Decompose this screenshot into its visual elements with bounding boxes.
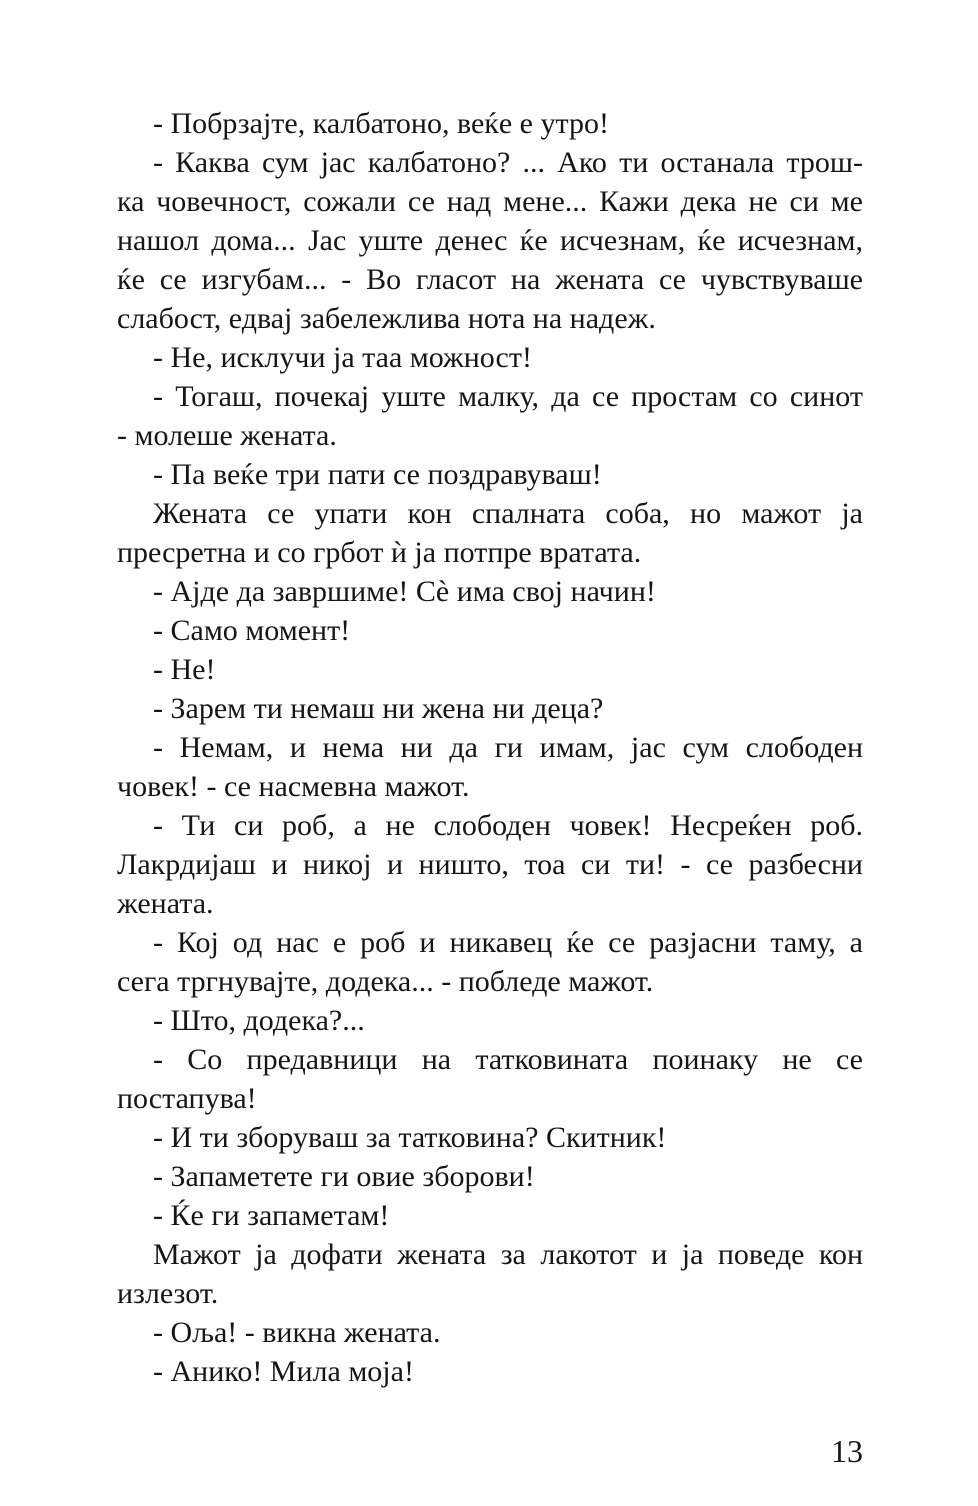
text-line: ка човечност, сожали се над мене... Кажи дека не си ме [117,185,863,218]
text-line: - Тогаш, почекај уште малку, да се простам со синот [153,380,863,413]
text-line: - Што, додека?... [153,1004,365,1037]
paragraph [117,104,863,143]
text-line: - молеше жената. [117,419,337,452]
text-line: - Оља! - викна жената. [153,1316,441,1349]
text-line: пресретна и со грбот ѝ ја потпре вратата. [117,536,642,569]
text-line: жената. [117,887,214,920]
paragraph [117,689,863,728]
text-line: - Зарем ти немаш ни жена ни деца? [153,692,604,725]
text-line: - Само момент! [153,614,351,647]
paragraph [117,611,863,650]
text-line: - Побрзајте, калбатоно, веќе е утро! [153,107,609,140]
paragraph [117,143,863,338]
paragraph [117,1001,863,1040]
text-line: Мажот ја дофати жената за лакотот и ја поведе кон [153,1238,863,1271]
text-line: - Ќе ги запаметам! [153,1199,390,1232]
paragraph [117,1235,863,1313]
paragraph [117,455,863,494]
text-line: - Па веќе три пати се поздравуваш! [153,458,602,491]
text-line: - Каква сум јас калбатоно? ... Ако ти останала трош- [153,146,863,179]
paragraph [117,728,863,806]
text-line: - Кој од нас е роб и никавец ќе се разјасни таму, а [153,926,863,959]
text-line: - И ти зборуваш за татковина? Скитник! [153,1121,667,1154]
paragraph [117,1157,863,1196]
paragraph [117,494,863,572]
text-line: - Ајде да завршиме! Сè има свој начин! [153,575,656,608]
paragraph [117,1040,863,1118]
text-line: Жената се упати кон спалната соба, но мажот ја [153,497,863,530]
text-line: сега тргнувајте, додека... - побледе мажот. [117,965,654,998]
paragraph [117,650,863,689]
paragraph [117,377,863,455]
text-line: нашол дома... Јас уште денес ќе исчезнам, ќе исчезнам, [117,224,863,257]
paragraph [117,1352,863,1391]
text-line: - Немам, и нема ни да ги имам, јас сум слободен [153,731,863,764]
text-line: - Со предавници на татковината поинаку не се [153,1043,863,1076]
text-line: излезот. [117,1277,219,1310]
paragraph [117,923,863,1001]
paragraph [117,1313,863,1352]
text-line: постапува! [117,1082,257,1115]
paragraph [117,338,863,377]
paragraph [117,1118,863,1157]
text-line: - Не! [153,653,216,686]
paragraph [117,806,863,923]
text-line: Лакрдијаш и никој и ништо, тоа си ти! - се разбесни [117,848,863,881]
text-line: - Анико! Мила моја! [153,1355,414,1388]
text-line: - Ти си роб, а не слободен човек! Несреќен роб. [153,809,863,842]
page-number: 13 [831,1433,863,1469]
paragraph [117,1196,863,1235]
text-line: ќе се изгубам... - Во гласот на жената се чувствуваше [117,263,863,296]
paragraph [117,572,863,611]
text-block [117,104,863,1391]
text-line: - Не, исклучи ја таа можност! [153,341,532,374]
text-line: човек! - се насмевна мажот. [117,770,470,803]
text-line: - Запаметете ги овие зборови! [153,1160,535,1193]
text-line: слабост, едвај забележлива нота на надеж. [117,302,656,335]
